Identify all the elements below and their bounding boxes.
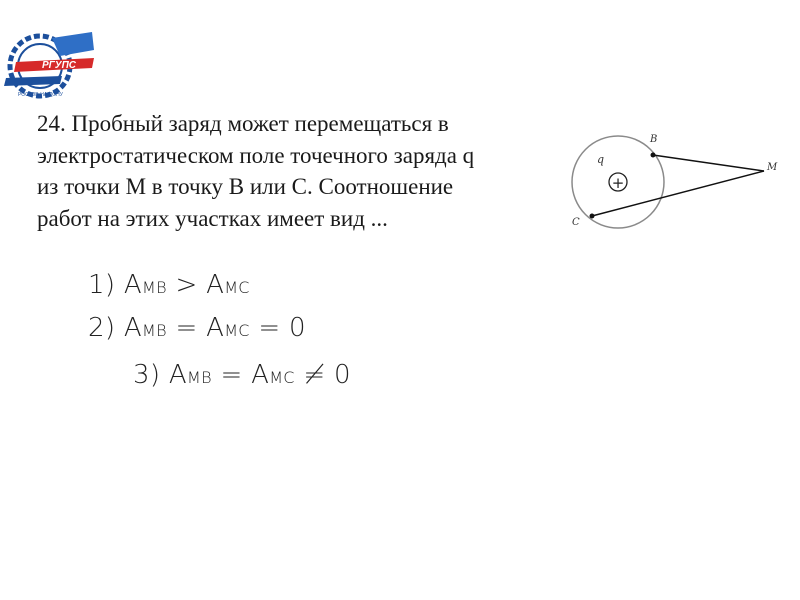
logo-small-text: РОСТОВ-НА-ДОНУ	[18, 92, 63, 98]
university-logo	[2, 22, 102, 102]
logo-text: РГУПС	[42, 60, 76, 71]
question-line: 24. Пробный заряд может перемещаться в	[37, 111, 449, 136]
answer-option-2[interactable]: 2) AMB = AMC = 0	[88, 313, 306, 343]
question-line: из точки М в точку В или С. Соотношение	[37, 174, 454, 199]
answer-option-1[interactable]: 1) AMB > AMC	[88, 270, 250, 300]
label-m: M	[767, 162, 778, 173]
point-b	[651, 153, 656, 158]
question-line: работ на этих участках имеет вид ...	[37, 205, 388, 231]
question-text	[37, 108, 557, 234]
answer-option-3[interactable]: 3) AMB = AMC ≠ 0	[133, 360, 351, 390]
line-mb	[653, 155, 764, 171]
label-q: q	[597, 153, 605, 166]
label-c: C	[572, 217, 580, 228]
point-c	[590, 214, 595, 219]
label-b: B	[650, 134, 658, 145]
question-line: электростатическом поле точечного заряда q	[37, 142, 475, 168]
charge-diagram	[562, 125, 792, 235]
plus-sign: +	[611, 174, 625, 192]
